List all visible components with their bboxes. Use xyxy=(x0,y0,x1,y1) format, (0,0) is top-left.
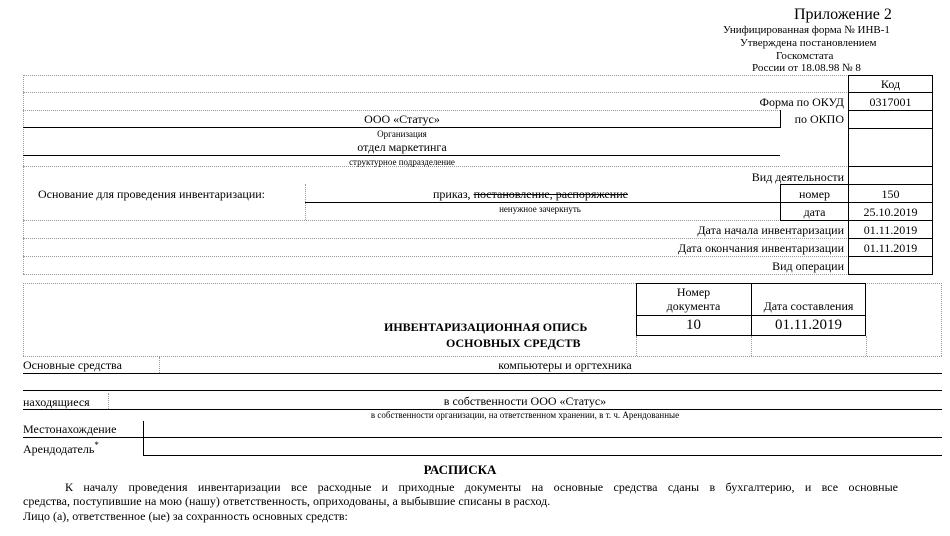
order-number-label: номер xyxy=(798,187,831,201)
org-caption: Организация xyxy=(377,129,427,139)
appendix-title: Приложение 2 xyxy=(794,6,892,23)
okud-value: 0317001 xyxy=(869,95,912,109)
operation-label: Вид операции xyxy=(772,259,844,273)
end-date-label: Дата окончания инвентаризации xyxy=(678,241,844,255)
doc-date-header: Дата составления xyxy=(763,299,854,313)
kod-label: Код xyxy=(880,77,901,91)
assets-value: компьютеры и оргтехника xyxy=(498,358,632,372)
end-date-value: 01.11.2019 xyxy=(863,241,918,255)
receipt-line-2: средства, поступившие на мою (нашу) ответственность, оприходованы, а выбывшие списаны в расход. xyxy=(23,494,551,508)
start-date-label: Дата начала инвентаризации xyxy=(697,223,844,237)
lessor-label-text: Арендодатель xyxy=(23,442,95,456)
org-name: ООО «Статус» xyxy=(364,112,440,126)
lessor-label xyxy=(23,440,99,457)
okpo-label: по ОКПО xyxy=(794,112,844,126)
basis-value xyxy=(433,187,628,202)
doc-title-2: ОСНОВНЫХ СРЕДСТВ xyxy=(446,336,581,350)
located-caption: в собственности организации, на ответственном хранении, в т. ч. Арендованные xyxy=(370,410,680,420)
order-date-value: 25.10.2019 xyxy=(863,205,918,219)
receipt-title: РАСПИСКА xyxy=(423,462,497,477)
goskomstat-line: Госкомстата xyxy=(776,50,834,62)
doc-title-1: ИНВЕНТАРИЗАЦИОННАЯ ОПИСЬ xyxy=(384,320,588,334)
basis-value-plain: приказ, xyxy=(433,187,474,201)
form-line: Унифицированная форма № ИНВ-1 xyxy=(723,24,890,36)
okud-label: Форма по ОКУД xyxy=(759,95,844,109)
dept-caption: структурное подразделение xyxy=(349,157,455,167)
order-date-label: дата xyxy=(803,205,826,219)
basis-caption: ненужное зачеркнуть xyxy=(499,204,581,214)
order-number-value: 150 xyxy=(881,187,900,201)
located-value: в собственности ООО «Статус» xyxy=(443,394,607,408)
russia-line: России от 18.08.98 № 8 xyxy=(752,62,861,74)
basis-value-struck: постановление, распоряжение xyxy=(473,187,628,201)
dept-name: отдел маркетинга xyxy=(357,140,447,154)
approved-line: Утверждена постановлением xyxy=(740,37,877,49)
activity-label: Вид деятельности xyxy=(751,170,844,184)
doc-number-header-1: Номер xyxy=(676,285,711,299)
start-date-value: 01.11.2019 xyxy=(863,223,918,237)
basis-label: Основание для проведения инвентаризации: xyxy=(38,187,266,201)
doc-number-value: 10 xyxy=(686,317,701,333)
assets-label: Основные средства xyxy=(23,358,122,372)
doc-date-value: 01.11.2019 xyxy=(775,317,842,333)
lessor-footnote-mark: * xyxy=(94,440,99,450)
receipt-line-1: К началу проведения инвентаризации все расходные и приходные документы на основные средства сданы в бухгалтерию, и все основные xyxy=(65,480,898,494)
location-label: Местонахождение xyxy=(23,422,117,436)
doc-number-header-2: документа xyxy=(666,299,721,313)
located-label: находящиеся xyxy=(23,395,90,409)
receipt-line-3: Лицо (а), ответственное (ые) за сохранность основных средств: xyxy=(23,509,348,523)
